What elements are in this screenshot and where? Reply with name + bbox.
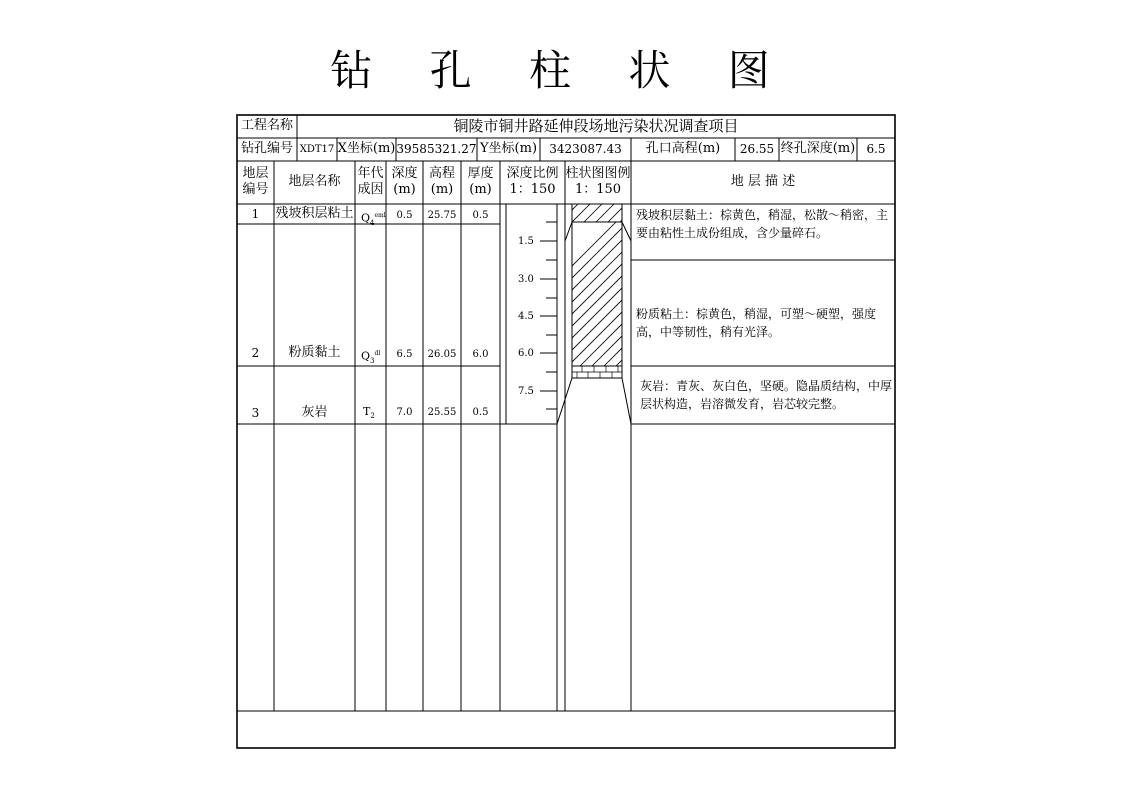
elevation-value: 26.55 [739, 142, 775, 156]
layer-2-thickness: 6.0 [472, 349, 489, 360]
elevation-label: 孔口高程(m) [645, 141, 721, 156]
project-label: 工程名称 [240, 118, 293, 133]
hole-label: 钻孔编号 [240, 141, 293, 156]
layer-3-thickness: 0.5 [472, 407, 489, 418]
layer-3-elevation: 25.55 [427, 407, 457, 418]
project-name: 铜陵市铜井路延伸段场地污染状况调查项目 [453, 117, 739, 135]
y-coord-value: 3423087.43 [549, 142, 622, 156]
header-thickness: 厚度 (m) [467, 166, 494, 197]
final-depth-label: 终孔深度(m) [780, 141, 856, 156]
layer-1-age: $Q_4^{eml}$ [361, 211, 386, 227]
layer-2-age: $Q_3^{dl}$ [361, 349, 381, 365]
header-column-legend: 柱状图图例 1：150 [565, 166, 631, 197]
limestone-pattern [572, 366, 622, 378]
page-title: 钻 孔 柱 状 图 [330, 46, 792, 95]
header-depth-scale: 深度比例 1：150 [506, 166, 559, 197]
y-coord-label: Y坐标(m) [479, 141, 538, 156]
header-description: 地 层 描 述 [730, 174, 796, 189]
layer-2-depth: 6.5 [396, 349, 413, 360]
header-depth: 深度 (m) [391, 166, 418, 197]
scale-tick-label: 6.0 [518, 348, 534, 359]
layer-1-depth: 0.5 [396, 210, 413, 221]
header-elevation: 高程 (m) [428, 166, 455, 197]
scale-tick-label: 3.0 [518, 274, 534, 285]
x-coord-value: 39585321.27 [396, 142, 477, 156]
layer-1-name: 残坡积层粘土 [275, 206, 354, 221]
layer-2-description: 粉质粘土：棕黄色，稍湿，可塑～硬塑，强度高，中等韧性，稍有光泽。 [636, 307, 877, 339]
header-layer-no: 地层 编号 [242, 166, 269, 197]
layer-3-age: $T_2$ [363, 405, 375, 421]
layer-1-description: 残坡积层黏土：棕黄色，稍湿，松散～稍密，主要由粘性土成份组成，含少量碎石。 [636, 208, 889, 240]
final-depth-value: 6.5 [866, 142, 886, 156]
layer-3-no: 3 [251, 406, 260, 420]
layer-2-name: 粉质黏土 [288, 345, 341, 360]
layer-2-no: 2 [251, 346, 260, 360]
layer-1-no: 1 [251, 207, 260, 221]
layer-2-elevation: 26.05 [427, 349, 457, 360]
x-coord-label: X坐标(m) [337, 141, 396, 156]
hole-value: XDT17 [299, 144, 335, 155]
layer-3-name: 灰岩 [301, 405, 328, 420]
layer-1-elevation: 25.75 [427, 210, 457, 221]
layer-1-thickness: 0.5 [472, 210, 489, 221]
scale-tick-label: 7.5 [518, 386, 534, 397]
header-age: 年代 成因 [357, 166, 384, 197]
scale-tick-label: 1.5 [518, 236, 534, 247]
header-layer-name: 地层名称 [288, 174, 341, 189]
layer-3-description: 灰岩：青灰、灰白色，坚硬。隐晶质结构，中厚层状构造，岩溶微发育，岩芯较完整。 [640, 379, 893, 411]
layer-3-depth: 7.0 [396, 407, 413, 418]
scale-tick-label: 4.5 [518, 311, 534, 322]
